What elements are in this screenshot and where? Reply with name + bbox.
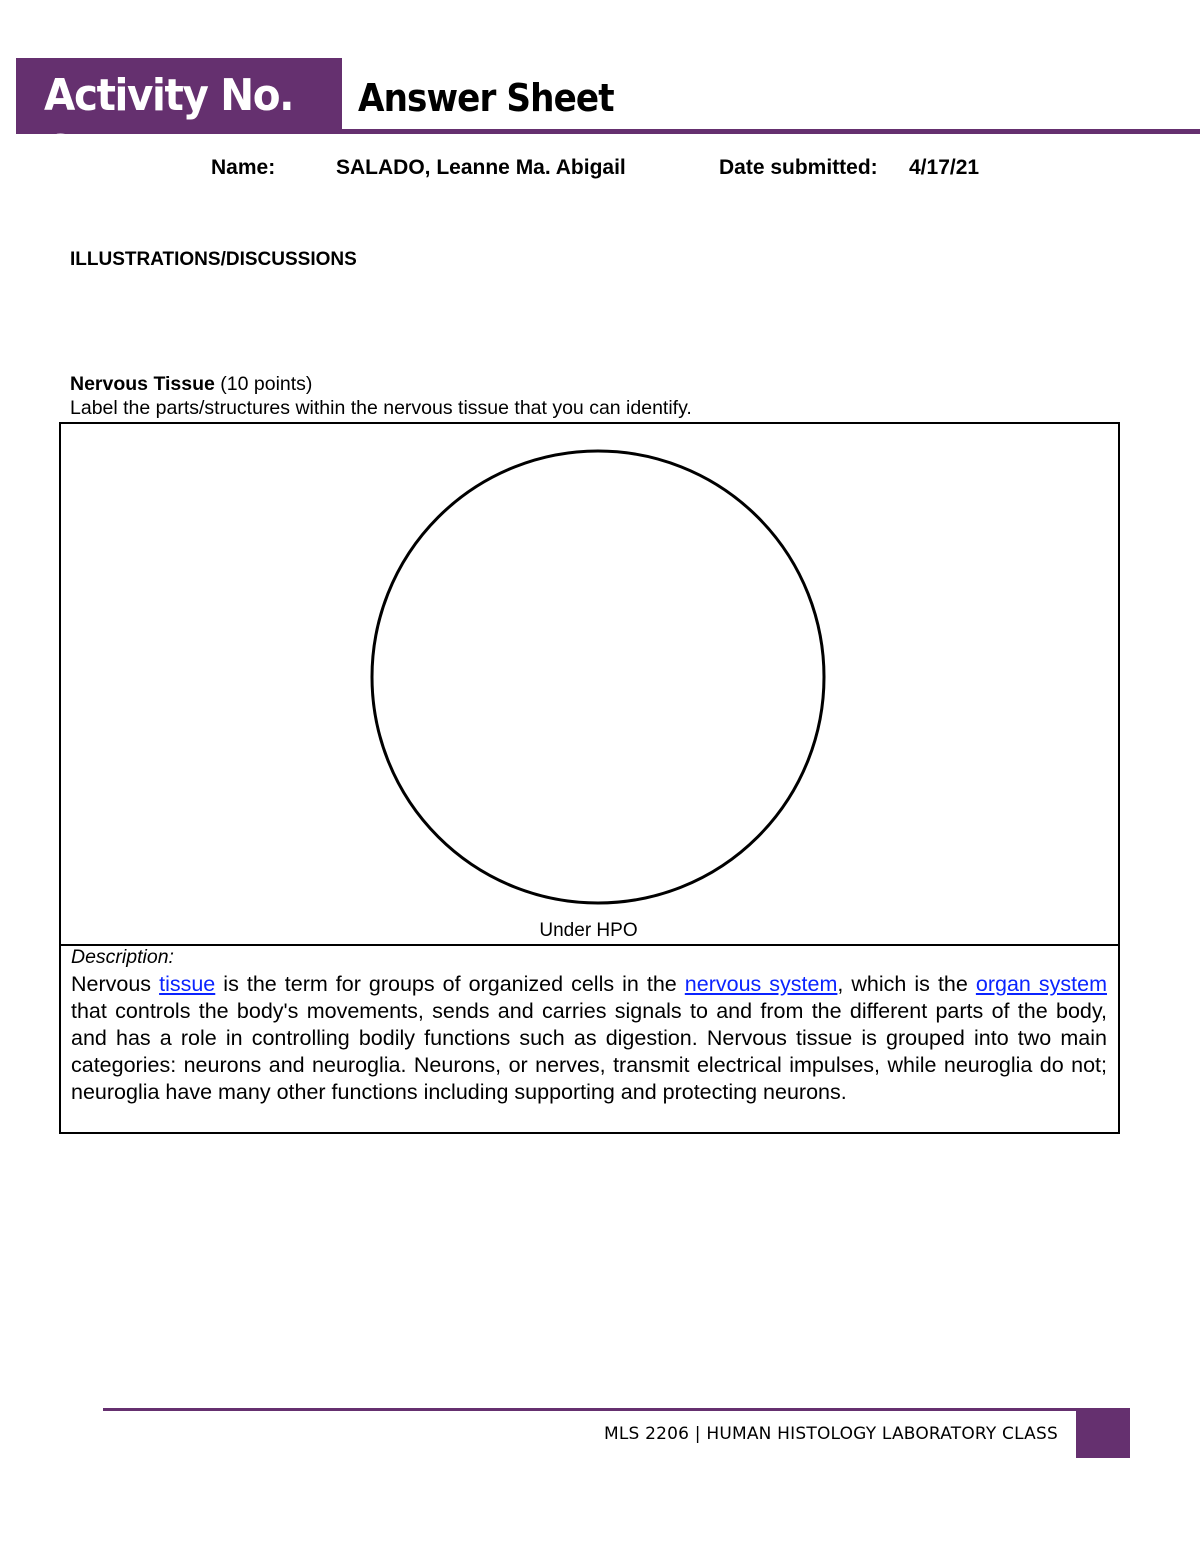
section-heading: ILLUSTRATIONS/DISCUSSIONS	[70, 249, 357, 270]
frame-divider	[61, 944, 1118, 946]
description-segment: is the term for groups of organized cells in the	[215, 972, 685, 996]
description-link[interactable]: tissue	[159, 972, 216, 996]
magnification-label-wrap	[61, 920, 1118, 942]
task-instruction: Label the parts/structures within the nervous tissue that you can identify.	[70, 397, 692, 419]
task-title-line	[70, 373, 312, 396]
header-rule	[342, 129, 1200, 134]
description-link[interactable]: nervous system	[684, 972, 838, 996]
footer-accent-box	[1076, 1408, 1130, 1458]
microscope-field-circle	[369, 448, 827, 906]
description-segment: Nervous	[71, 972, 160, 996]
description-label: Description:	[71, 946, 174, 968]
description-text	[71, 971, 1107, 1106]
description-segment: , which is the	[837, 972, 976, 996]
task-points: (10 points)	[220, 373, 313, 395]
task-title: Nervous Tissue	[70, 373, 215, 395]
date-value: 4/17/21	[909, 156, 980, 179]
description-link[interactable]: organ system	[975, 972, 1107, 996]
footer-rule	[103, 1408, 1077, 1411]
name-value: SALADO, Leanne Ma. Abigail	[336, 156, 626, 179]
activity-title: Activity No. 6	[44, 70, 294, 177]
date-label: Date submitted:	[719, 156, 878, 179]
sheet-title: Answer Sheet	[358, 76, 614, 120]
magnification-label: Under HPO	[539, 920, 638, 941]
footer-text: MLS 2206 | HUMAN HISTOLOGY LABORATORY CLASS	[604, 1424, 1058, 1444]
illustration-frame	[59, 422, 1120, 1134]
description-segment: that controls the body's movements, sends and carries signals to and from the different parts of the body, and has a role in controlling bodily functions such as digestion. Nervous tissue is grouped into two main categories: neurons and neuroglia. Neurons, or nerves, transmit electrical impulses, while neuroglia do not; neuroglia have many other functions including supporting and protecting neurons.	[71, 999, 1107, 1104]
name-label: Name:	[211, 156, 276, 179]
